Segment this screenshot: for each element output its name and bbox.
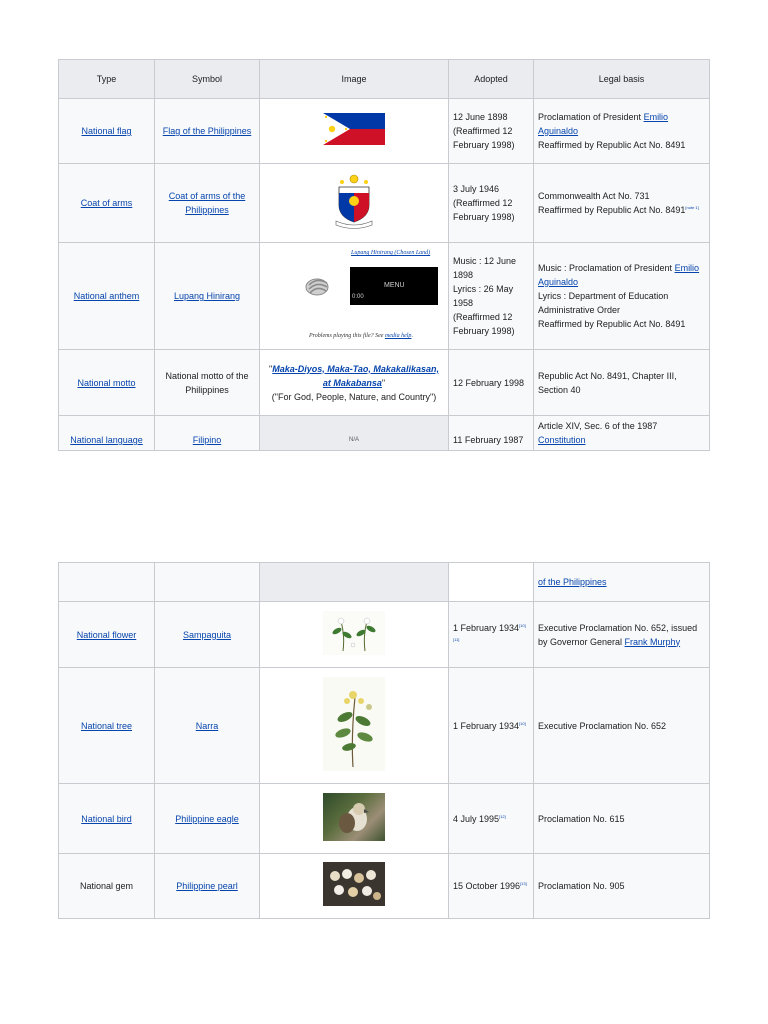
legal-basis-text-2: Reaffirmed by Republic Act No. 8491 [538, 140, 686, 150]
link-philippine-pearl[interactable]: Philippine pearl [176, 881, 238, 891]
link-coat-of-arms[interactable]: Coat of arms [80, 198, 133, 208]
legal-basis-text-2: Lyrics : Department of Education Administrative Order Reaffirmed by Republic Act No. 8491 [538, 291, 686, 329]
video-player[interactable] [350, 267, 438, 305]
player-caption-link[interactable]: Lupang Hinirang (Chosen Land) [351, 250, 431, 256]
footnote-note-1[interactable]: [note 1] [685, 205, 699, 210]
image-not-available: N/A [348, 437, 359, 443]
adopted-date: 15 October 1996 [453, 881, 521, 891]
link-national-motto[interactable]: National motto [77, 377, 136, 388]
link-flag-of-philippines[interactable]: Flag of the Philippines [162, 126, 252, 136]
link-emilio-aguinaldo[interactable]: Emilio Aguinaldo [538, 112, 669, 136]
table-row [59, 668, 710, 784]
link-of-the-philippines[interactable]: of the Philippines [538, 577, 607, 587]
player-time: 0:00 [352, 294, 364, 300]
symbols-table-2 [58, 562, 710, 919]
link-motto[interactable]: Maka-Diyos, Maka-Tao, Makakalikasan, at Makabansa [272, 363, 439, 388]
link-frank-murphy[interactable]: Frank Murphy [624, 636, 681, 647]
link-coat-of-arms-of-philippines[interactable]: Coat of arms of the Philippines [168, 191, 246, 215]
legal-basis-text: Proclamation No. 615 [534, 784, 710, 854]
philippine-pearl-image[interactable] [323, 862, 385, 906]
player-help-text: Problems playing this file? See media help. [309, 333, 413, 339]
adopted-date: 12 June 1898 (Reaffirmed 12 February 1998) [453, 112, 515, 150]
link-emilio-aguinaldo[interactable]: Emilio Aguinaldo [538, 263, 700, 287]
philippine-flag-image[interactable] [323, 113, 385, 145]
header-symbol: Symbol [155, 60, 260, 99]
link-philippine-eagle[interactable]: Philippine eagle [175, 813, 239, 824]
adopted-date: 11 February 1987 [449, 416, 534, 451]
link-national-bird[interactable]: National bird [81, 813, 132, 824]
table-row [59, 602, 710, 668]
sampaguita-image[interactable] [323, 611, 385, 655]
footnote-12[interactable]: [12] [499, 813, 506, 819]
legal-basis-text: Republic Act No. 8491, Chapter III, Section 40 [534, 350, 710, 416]
adopted-date: 3 July 1946 (Reaffirmed 12 February 1998) [453, 184, 515, 222]
header-adopted: Adopted [449, 60, 534, 99]
link-sampaguita[interactable]: Sampaguita [182, 629, 232, 640]
motto-translation: ("For God, People, Nature, and Country") [271, 391, 437, 402]
legal-basis-text: Article XIV, Sec. 6 of the 1987 [538, 421, 658, 431]
adopted-date: 4 July 1995 [453, 813, 500, 824]
philippine-eagle-image[interactable] [323, 793, 385, 841]
header-type: Type [59, 60, 155, 99]
legal-basis-text: Proclamation No. 905 [534, 854, 710, 919]
link-constitution[interactable]: Constitution [538, 435, 586, 445]
player-menu-button[interactable]: MENU [384, 282, 405, 289]
type-national-gem: National gem [59, 854, 155, 919]
adopted-date: 1 February 1934 [453, 622, 520, 633]
footnote-13[interactable]: [13] [520, 881, 527, 886]
link-national-flower[interactable]: National flower [76, 629, 137, 640]
link-national-flag[interactable]: National flag [81, 126, 132, 136]
coat-of-arms-image[interactable] [328, 171, 380, 231]
table-row [59, 243, 710, 350]
table-row [59, 563, 710, 602]
audio-player [279, 249, 429, 339]
table-row [59, 784, 710, 854]
table-row [59, 99, 710, 164]
table-row [59, 164, 710, 243]
speaker-icon[interactable] [303, 271, 335, 301]
footnote-10[interactable]: [10] [519, 720, 526, 726]
link-national-anthem[interactable]: National anthem [73, 291, 140, 301]
legal-basis-text: Executive Proclamation No. 652 [534, 668, 710, 784]
adopted-date: 1 February 1934 [453, 720, 520, 731]
adopted-date: Music : 12 June 1898 Lyrics : 26 May 1958 (Reaffirmed 12 February 1998) [453, 256, 517, 336]
link-national-language[interactable]: National language [70, 435, 143, 445]
link-media-help[interactable]: media help [384, 333, 412, 339]
header-image: Image [260, 60, 449, 99]
link-narra[interactable]: Narra [195, 720, 219, 731]
footnote-10-11[interactable]: [10][11] [453, 622, 526, 642]
header-legal-basis: Legal basis [534, 60, 710, 99]
narra-image[interactable] [323, 677, 385, 771]
symbol-text: National motto of the Philippines [155, 350, 260, 416]
table-row [59, 416, 710, 451]
link-national-tree[interactable]: National tree [80, 720, 133, 731]
adopted-date: 12 February 1998 [449, 350, 534, 416]
link-filipino[interactable]: Filipino [192, 435, 222, 445]
legal-basis-text: Commonwealth Act No. 731 Reaffirmed by Republic Act No. 8491 [538, 191, 686, 215]
table-header-row [59, 60, 710, 99]
link-lupang-hinirang[interactable]: Lupang Hinirang [173, 291, 241, 301]
symbols-table-1 [58, 59, 710, 451]
legal-basis-text: Executive Proclamation No. 652, issued by Governor General [538, 622, 698, 647]
table-row [59, 854, 710, 919]
legal-basis-text: Proclamation of President [538, 112, 644, 122]
table-row: National motto National motto of the Philippines "Maka-Diyos, Maka-Tao, Makakalikasan, at Makabansa" ("For God, People, Nature, and Country") 12 February 1998 Republic Act No. 8491, Chapter III, Section 40 [59, 350, 710, 416]
legal-basis-text: Music : Proclamation of President [538, 263, 675, 273]
